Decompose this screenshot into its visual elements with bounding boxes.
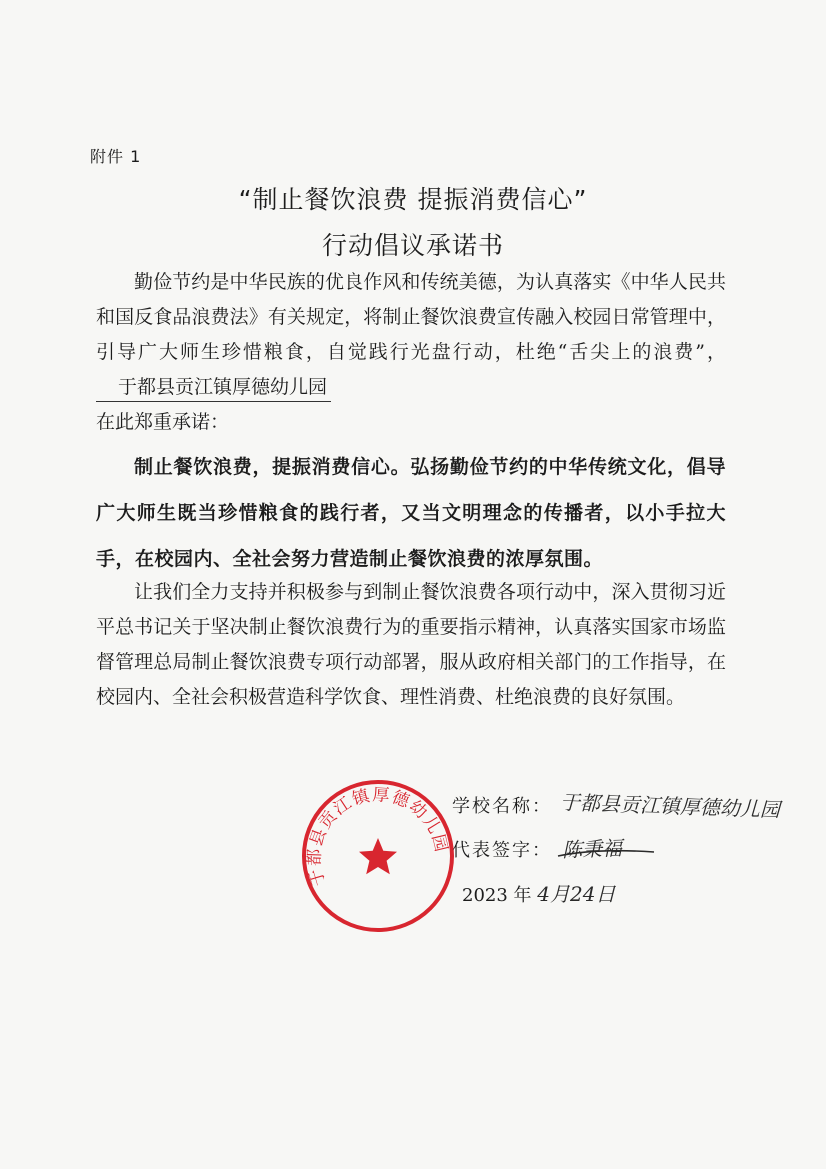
seal-text: 于都县贡江镇厚德幼儿园 bbox=[304, 785, 452, 889]
title-line-1: “制止餐饮浪费 提振消费信心” bbox=[238, 185, 588, 214]
paragraph-2: 制止餐饮浪费，提振消费信心。弘扬勤俭节约的中华传统文化，倡导广大师生既当珍惜粮食的践行者，又当文明理念的传播者，以小手拉大手，在校园内、全社会努力营造制止餐饮浪费的浓厚氛围。 bbox=[96, 456, 726, 570]
school-name-fill: 于都县贡江镇厚德幼儿园 bbox=[96, 373, 331, 402]
paragraph-1-text: 勤俭节约是中华民族的优良作风和传统美德，为认真落实《中华人民共和国反食品浪费法》有关规定，将制止餐饮浪费宣传融入校园日常管理中，引导广大师生珍惜粮食，自觉践行光盘行动，杜绝“舌尖上的浪费”， bbox=[96, 271, 726, 363]
paragraph-1-closing: 在此郑重承诺： bbox=[96, 411, 230, 433]
date-line bbox=[462, 878, 615, 907]
school-name-handwritten: 于都县贡江镇厚德幼儿园 bbox=[559, 790, 781, 822]
representative-label: 代表签字： bbox=[452, 840, 552, 861]
representative-signature: 陈秉福 bbox=[561, 835, 623, 863]
paragraph-1 bbox=[96, 265, 726, 440]
paragraph-3: 让我们全力支持并积极参与到制止餐饮浪费各项行动中，深入贯彻习近平总书记关于坚决制止餐饮浪费行为的重要指示精神，认真落实国家市场监督管理总局制止餐饮浪费专项行动部署，服从政府相关部门的工作指导，在校园内、全社会积极营造科学饮食、理性消费、杜绝浪费的良好氛围。 bbox=[96, 581, 726, 708]
signature-stroke bbox=[556, 846, 656, 860]
attachment-label: 附件 1 bbox=[90, 147, 142, 166]
date-year: 2023 年 bbox=[462, 885, 532, 906]
official-seal bbox=[298, 776, 458, 936]
title-line-2: 行动倡议承诺书 bbox=[321, 231, 504, 260]
date-handwritten: 4月24日 bbox=[537, 882, 616, 906]
school-name-label: 学校名称： bbox=[452, 796, 552, 817]
seal-star-icon bbox=[359, 838, 397, 874]
